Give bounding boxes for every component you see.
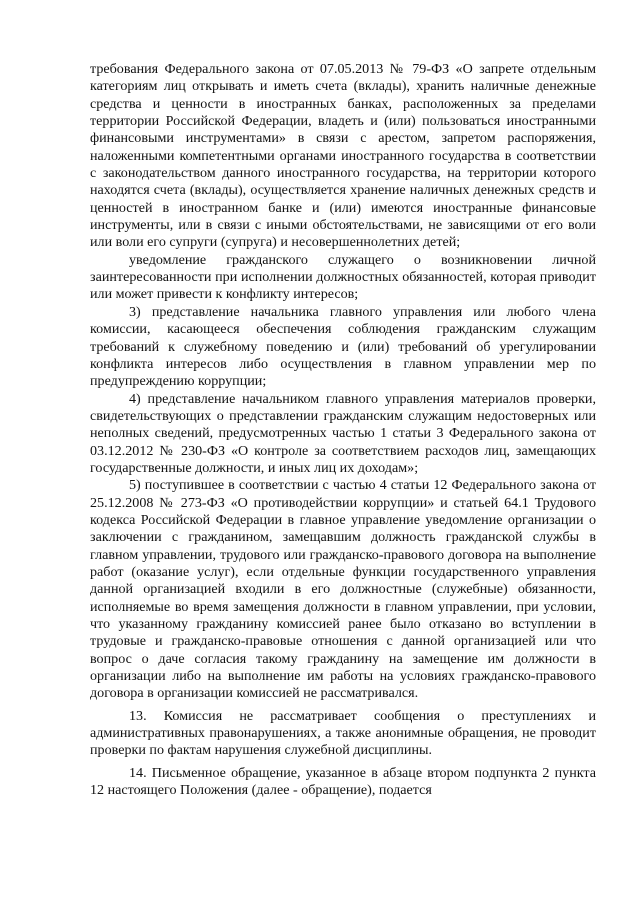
paragraph-clause-14: 14. Письменное обращение, указанное в абзаце втором подпункта 2 пункта 12 настоящего Положения (далее - обращение), подается xyxy=(90,764,596,799)
paragraph-item-4: 4) представление начальником главного управления материалов проверки, свидетельствующих о представлении гражданским служащим недостоверных или неполных сведений, предусмотренных частью 1 статьи 3 Федерального закона от 03.12.2012 № 230-ФЗ «О контроле за соответствием расходов лиц, замещающих государственные должности, и иных лиц их доходам»; xyxy=(90,390,596,476)
paragraph-clause-13: 13. Комиссия не рассматривает сообщения о преступлениях и административных правонарушениях, а также анонимные обращения, не проводит проверки по фактам нарушения служебной дисциплины. xyxy=(90,707,596,759)
paragraph-conflict-notice: уведомление гражданского служащего о возникновении личной заинтересованности при исполнении должностных обязанностей, которая приводит или может привести к конфликту интересов; xyxy=(90,251,596,303)
paragraph-continuation-79fz: требования Федерального закона от 07.05.2013 № 79-ФЗ «О запрете отдельным категориям лиц открывать и иметь счета (вклады), хранить наличные денежные средства и ценности в иностранных банках, расположенных за пределами территории Российской Федерации, владеть и (или) пользоваться иностранными финансовыми инструментами» в связи с арестом, запретом распоряжения, наложенными компетентными органами иностранного государства в соответствии с законодательством данного иностранного государства, на территории которого находятся счета (вклады), осуществляется хранение наличных денежных средств и ценностей в иностранном банке и (или) имеются иностранные финансовые инструменты, или в связи с иными обстоятельствами, не зависящими от его воли или воли его супруги (супруга) и несовершеннолетних детей; xyxy=(90,61,596,251)
paragraph-item-5: 5) поступившее в соответствии с частью 4 статьи 12 Федерального закона от 25.12.2008 № 273-ФЗ «О противодействии коррупции» и статьей 64.1 Трудового кодекса Российской Федерации в главное управление уведомление организации о заключении с гражданином, замещавшим должность гражданской службы в главном управлении, трудового или гражданско-правового договора на выполнение работ (оказание услуг), если отдельные функции государственного управления данной организацией входили в его должностные (служебные) обязанности, исполняемые во время замещения должности в главном управлении, при условии, что указанному гражданину комиссией ранее было отказано во вступлении в трудовые и гражданско-правовые отношения с данной организацией или что вопрос о даче согласия такому гражданину на замещение им должности в организации либо на выполнение им работы на условиях гражданско-правового договора в организации комиссией не рассматривался. xyxy=(90,477,596,702)
paragraph-item-3: 3) представление начальника главного управления или любого члена комиссии, касающееся обеспечения соблюдения гражданским служащим требований к служебному поведению и (или) требований об урегулировании конфликта интересов либо осуществления в главном управлении мер по предупреждению коррупции; xyxy=(90,303,596,390)
